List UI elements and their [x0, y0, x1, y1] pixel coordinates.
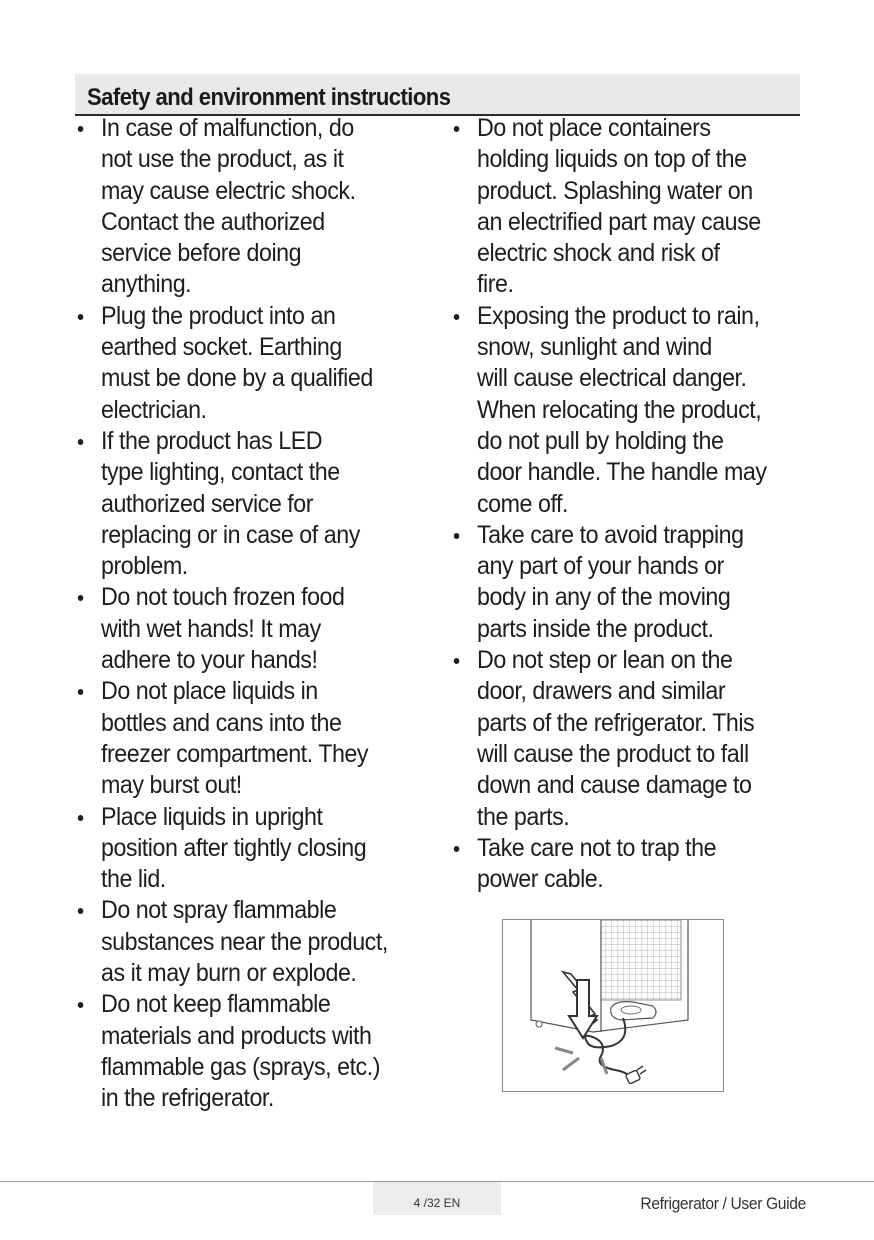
power-cable-illustration [502, 919, 724, 1092]
list-item: Take care to avoid trapping any part of your hands or body in any of the moving parts inside the product. [477, 520, 784, 645]
list-item: Do not keep flammable materials and products with flammable gas (sprays, etc.) in the refrigerator. [101, 989, 408, 1114]
guide-title: Refrigerator / User Guide [640, 1194, 806, 1213]
section-title: Safety and environment instructions [87, 84, 451, 111]
left-instructions-list [101, 113, 431, 1115]
list-item: Do not step or lean on the door, drawers and similar parts of the refrigerator. This will cause the product to fall down and cause damage to the parts. [477, 645, 784, 833]
page-number-box [373, 1182, 501, 1215]
page-number: 4 /32 EN [413, 1196, 461, 1210]
section-header [75, 74, 800, 116]
right-instructions-list [477, 113, 807, 895]
list-item: Do not place liquids in bottles and cans into the freezer compartment. They may burst out! [101, 676, 408, 801]
refrigerator-cable-drawing [503, 920, 724, 1092]
list-item: In case of malfunction, do not use the product, as it may cause electric shock. Contact the authorized service before doing anything. [101, 113, 408, 301]
list-item: Take care not to trap the power cable. [477, 833, 784, 896]
list-item: Plug the product into an earthed socket. Earthing must be done by a qualified electrician. [101, 301, 408, 426]
list-item: If the product has LED type lighting, contact the authorized service for replacing or in case of any problem. [101, 426, 408, 582]
list-item: Place liquids in upright position after tightly closing the lid. [101, 802, 408, 896]
list-item: Do not place containers holding liquids on top of the product. Splashing water on an electrified part may cause electric shock and risk of fire. [477, 113, 784, 301]
list-item: Do not spray flammable substances near the product, as it may burn or explode. [101, 895, 408, 989]
list-item: Do not touch frozen food with wet hands! It may adhere to your hands! [101, 582, 408, 676]
list-item: Exposing the product to rain, snow, sunlight and wind will cause electrical danger. When relocating the product, do not pull by holding the door handle. The handle may come off. [477, 301, 784, 520]
